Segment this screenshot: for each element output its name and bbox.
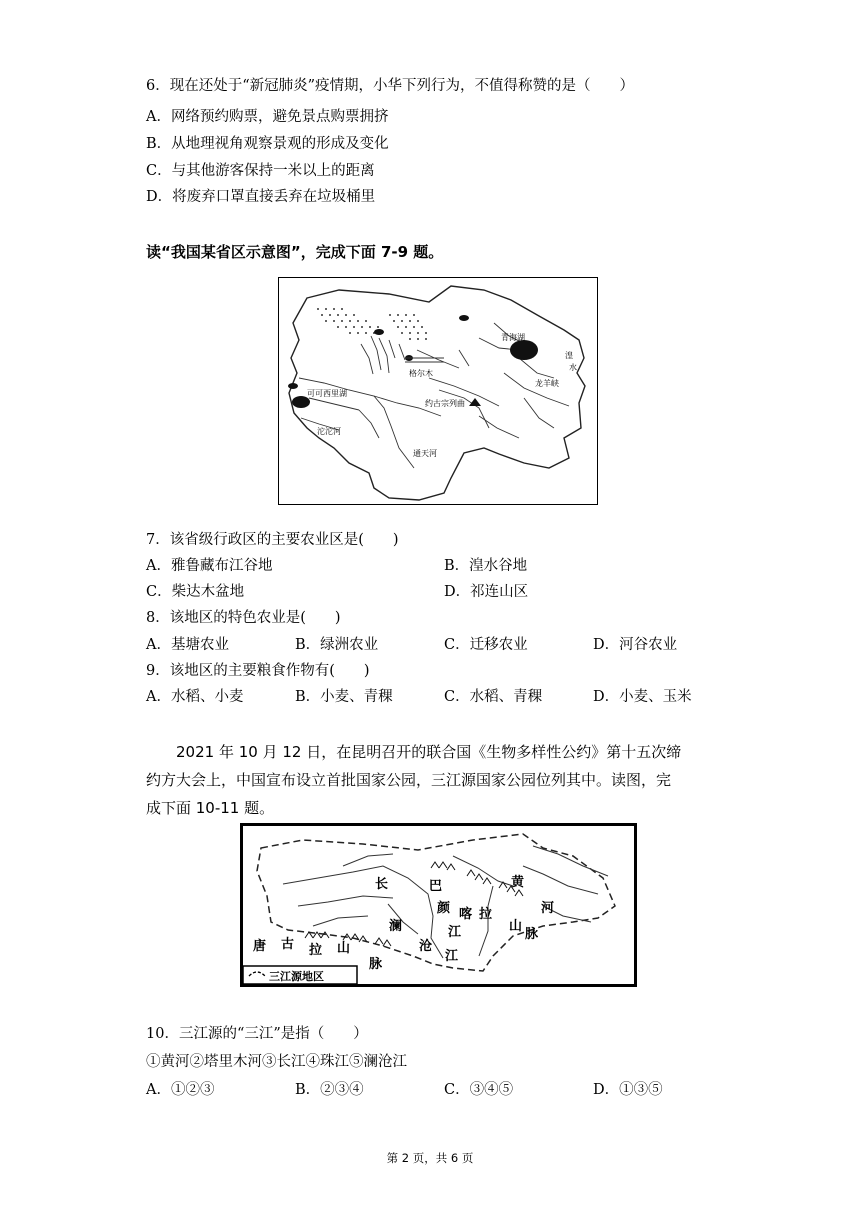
label-lan: 澜 (389, 919, 403, 934)
label-chang: 长 (375, 877, 389, 892)
qinghai-lake-shape (510, 340, 538, 360)
label-ba: 巴 (429, 879, 443, 894)
intro-10-11-line-3: 成下面 10-11 题。 (146, 799, 275, 817)
label-yan: 颜 (437, 901, 451, 916)
intro-10-11-line-1: 2021 年 10 月 12 日，在昆明召开的联合国《生物多样性公约》第十五次缔 (176, 743, 682, 761)
label-huang-2: 水 (569, 363, 577, 372)
province-map (278, 277, 598, 505)
qaidam-dots (317, 308, 427, 340)
question-8-option-a: A．基塘农业 (146, 637, 229, 653)
question-9-option-d: D．小麦、玉米 (593, 689, 692, 705)
question-6-option-b: B．从地理视角观察景观的形成及变化 (146, 136, 389, 152)
question-7-option-d: D．祁连山区 (444, 584, 529, 600)
label-golmud: 格尔木 (409, 369, 433, 378)
sanjiangyuan-map (240, 823, 637, 987)
label-huang-1: 湟 (565, 351, 573, 360)
label-tongtian: 通天河 (413, 449, 437, 458)
question-8-option-c: C．迁移农业 (444, 637, 528, 653)
label-he: 河 (541, 901, 555, 916)
question-9-option-a: A．水稻、小麦 (146, 689, 244, 705)
question-10-option-a: A．①②③ (146, 1082, 215, 1098)
label-longyangxia: 龙羊峡 (535, 379, 559, 388)
intro-10-11-line-2: 约方大会上，中国宣布设立首批国家公园，三江源国家公园位列其中。读图，完 (146, 771, 672, 789)
legend-label: 三江源地区 (269, 970, 324, 983)
question-7-stem: 7．该省级行政区的主要农业区是( ) (146, 532, 399, 548)
question-9-stem: 9．该地区的主要粮食作物有( ) (146, 663, 370, 679)
question-6-stem: 6．现在还处于“新冠肺炎”疫情期，小华下列行为，不值得称赞的是（ ） (146, 78, 635, 94)
question-10-option-b: B．②③④ (295, 1082, 364, 1098)
label-hoh-xil-lake: 可可西里湖 (307, 389, 347, 398)
question-10-option-c: C．③④⑤ (444, 1082, 514, 1098)
question-9-option-c: C．水稻、青稞 (444, 689, 543, 705)
question-10-items: ①黄河②塔里木河③长江④珠江⑤澜沧江 (146, 1054, 407, 1070)
question-10-stem: 10．三江源的“三江”是指（ ） (146, 1026, 368, 1042)
question-6-option-d: D．将废弃口罩直接丢弃在垃圾桶里 (146, 189, 376, 205)
label-mai-2: 脉 (369, 957, 383, 972)
question-10-option-d: D．①③⑤ (593, 1082, 663, 1098)
sanjiangyuan-map-drawing (243, 826, 634, 984)
label-mai-1: 脉 (525, 927, 539, 942)
page-footer: 第 2 页，共 6 页 (386, 1151, 474, 1165)
question-8-option-b: B．绿洲农业 (295, 637, 379, 653)
label-huang: 黄 (511, 875, 525, 890)
question-7-option-a: A．雅鲁藏布江谷地 (146, 558, 273, 574)
question-6-option-c: C．与其他游客保持一米以上的距离 (146, 163, 375, 179)
label-qinghai-lake: 青海湖 (501, 333, 525, 342)
label-tang: 唐 (253, 939, 267, 954)
label-la-1: 拉 (479, 907, 493, 922)
label-yuegu: 约古宗列曲 (425, 399, 465, 408)
label-la-2: 拉 (309, 943, 323, 958)
label-gu: 古 (281, 937, 295, 952)
label-shan-2: 山 (337, 941, 351, 956)
label-ka: 喀 (459, 907, 473, 922)
label-shan-1: 山 (509, 919, 523, 934)
question-7-option-b: B．湟水谷地 (444, 558, 528, 574)
intro-7-9: 读“我国某省区示意图”，完成下面 7-9 题。 (146, 243, 444, 261)
question-8-stem: 8．该地区的特色农业是( ) (146, 610, 341, 626)
label-jiang-2: 江 (445, 949, 459, 964)
question-9-option-b: B．小麦、青稞 (295, 689, 393, 705)
label-jiang-1: 江 (448, 925, 462, 940)
question-6-option-a: A．网络预约购票，避免景点购票拥挤 (146, 109, 389, 125)
question-7-option-c: C．柴达木盆地 (146, 584, 245, 600)
question-8-option-d: D．河谷农业 (593, 637, 678, 653)
province-map-drawing (279, 278, 597, 504)
label-tuotuo: 沱沱河 (317, 427, 341, 436)
label-cang: 沧 (419, 939, 433, 954)
